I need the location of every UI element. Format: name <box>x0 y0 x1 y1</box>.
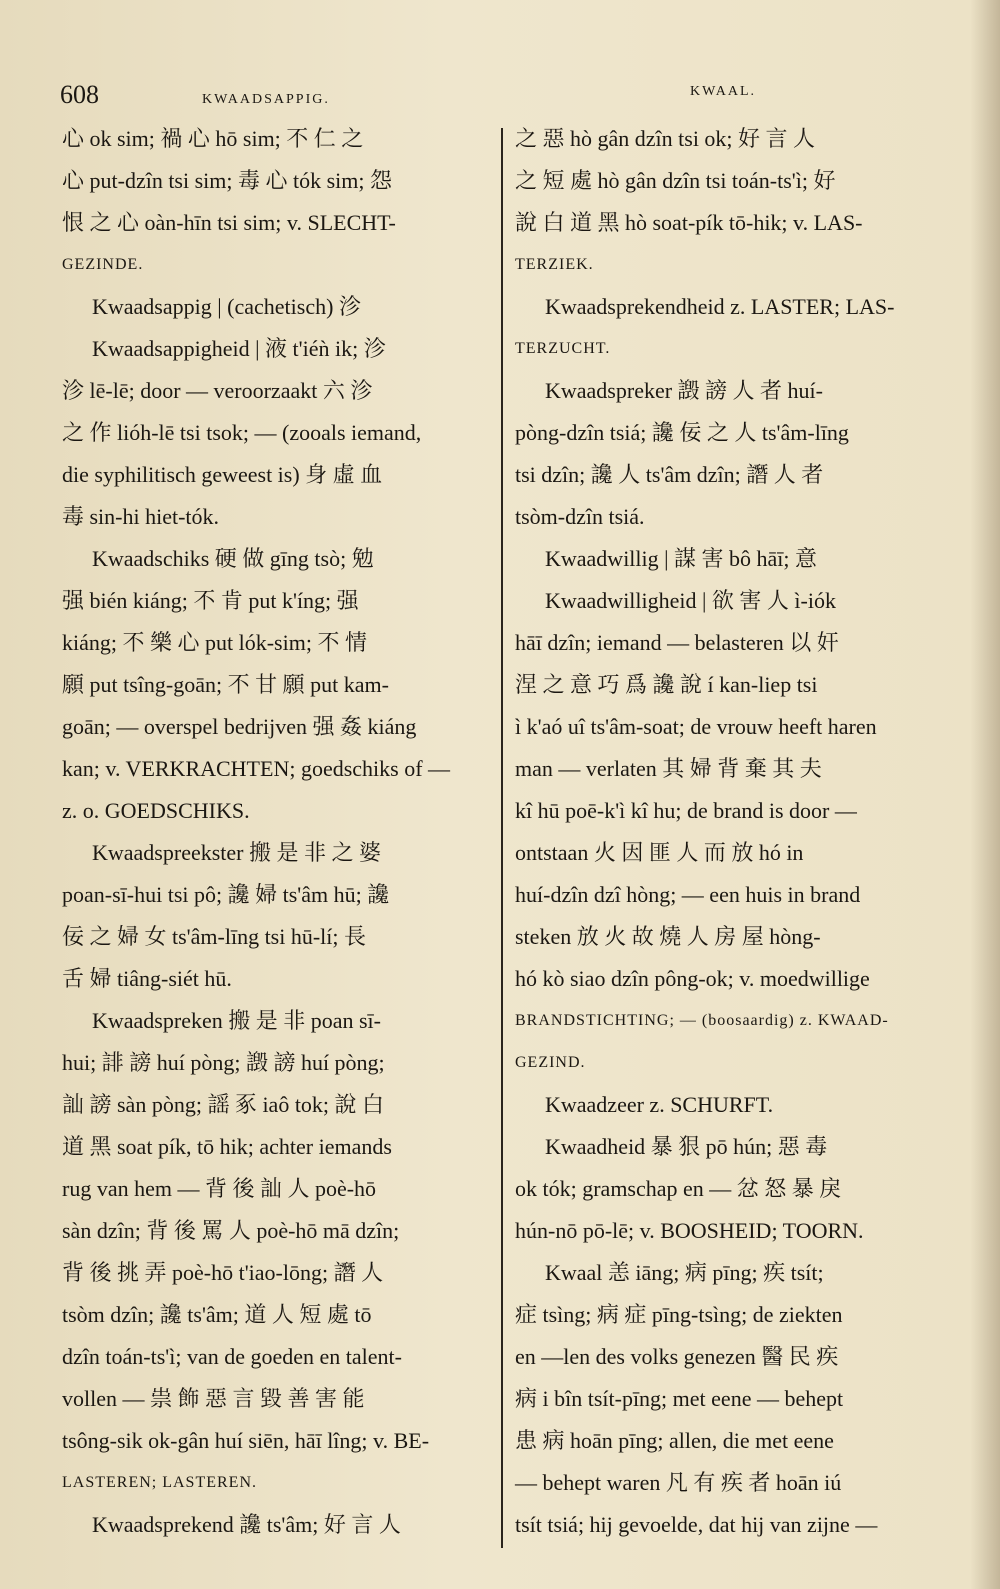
text-line: tsi dzîn; 讒 人 ts'âm dzîn; 譖 人 者 <box>515 462 824 487</box>
text-line: BRANDSTICHTING; — (boosaardig) z. KWAAD- <box>515 1012 889 1029</box>
text-line: man — verlaten 其 婦 背 棄 其 夫 <box>515 756 822 781</box>
page-edge-shadow <box>970 0 1000 1589</box>
text-line: tsòm dzîn; 讒 ts'âm; 道 人 短 處 tō <box>62 1302 372 1327</box>
text-line: GEZINDE. <box>62 256 144 273</box>
text-line: huí-dzîn dzî hòng; — een huis in brand <box>515 882 861 907</box>
text-line: GEZIND. <box>515 1054 586 1071</box>
text-line: goān; — overspel bedrijven 强 姦 kiáng <box>62 714 417 739</box>
text-line: hāī dzîn; iemand — belasteren 以 奸 <box>515 630 839 655</box>
text-line: poan-sī-hui tsi pô; 讒 婦 ts'âm hū; 讒 <box>62 882 390 907</box>
text-line: 之 作 lióh-lē tsi tsok; — (zooals iemand, <box>62 420 422 445</box>
text-line: TERZUCHT. <box>515 340 611 357</box>
text-line: 毒 sin-hi hiet-tók. <box>62 504 220 529</box>
text-line: ok tók; gramschap en — 忿 怒 暴 戾 <box>515 1176 842 1201</box>
text-line: vollen — 祟 飾 惡 言 毀 善 害 能 <box>62 1386 365 1411</box>
headword-line: Kwaadzeer z. SCHURFT. <box>545 1092 774 1117</box>
text-line: kan; v. VERKRACHTEN; goedschiks of — <box>62 756 451 781</box>
text-line: 舌 婦 tiâng-siét hū. <box>62 966 232 991</box>
text-line: tsòm-dzîn tsiá. <box>515 504 645 529</box>
text-line: en —len des volks genezen 醫 民 疾 <box>515 1344 839 1369</box>
text-line: hui; 誹 謗 huí pòng; 譭 謗 huí pòng; <box>62 1050 385 1075</box>
text-line: 之 惡 hò gân dzîn tsi ok; 好 言 人 <box>515 126 816 151</box>
text-line: 沴 lē-lē; door — veroorzaakt 六 沴 <box>62 378 373 403</box>
text-line: 心 ok sim; 禍 心 hō sim; 不 仁 之 <box>62 126 364 151</box>
text-line: kiáng; 不 樂 心 put lók-sim; 不 情 <box>62 630 367 655</box>
text-line: 說 白 道 黑 hò soat-pík tō-hik; v. LAS- <box>515 210 863 235</box>
text-line: 之 短 處 hò gân dzîn tsi toán-ts'ì; 好 <box>515 168 836 193</box>
text-line: 願 put tsîng-goān; 不 甘 願 put kam- <box>62 672 389 697</box>
text-line: ì k'aó uî ts'âm-soat; de vrouw heeft haren <box>515 714 877 739</box>
text-line: 背 後 挑 弄 poè-hō t'iao-lōng; 譖 人 <box>62 1260 384 1285</box>
text-line: 佞 之 婦 女 ts'âm-līng tsi hū-lí; 長 <box>62 924 367 949</box>
text-line: kî hū poē-k'ì kî hu; de brand is door — <box>515 798 857 823</box>
column-divider <box>501 128 503 1548</box>
text-line: 患 病 hoān pīng; allen, die met eene <box>515 1428 834 1453</box>
text-line: sàn dzîn; 背 後 罵 人 poè-hō mā dzîn; <box>62 1218 400 1243</box>
text-line: z. o. GOEDSCHIKS. <box>62 798 250 823</box>
running-head-left: KWAADSAPPIG. <box>202 92 330 107</box>
text-line: rug van hem — 背 後 訕 人 poè-hō <box>62 1176 377 1201</box>
text-line: 訕 謗 sàn pòng; 謡 豖 iaô tok; 說 白 <box>62 1092 385 1117</box>
headword-line: Kwaadsappigheid | 液 t'iéǹ ik; 沴 <box>92 336 386 361</box>
text-line: ontstaan 火 因 匪 人 而 放 hó in <box>515 840 804 865</box>
text-line: die syphilitisch geweest is) 身 虛 血 <box>62 462 383 487</box>
text-line: 心 put-dzîn tsi sim; 毒 心 tók sim; 怨 <box>62 168 393 193</box>
text-line: LASTEREN; LASTEREN. <box>62 1474 257 1491</box>
right-column <box>515 118 945 1546</box>
text-line: pòng-dzîn tsiá; 讒 佞 之 人 ts'âm-līng <box>515 420 849 445</box>
headword-line: Kwaadwilligheid | 欲 害 人 ì-iók <box>545 588 836 613</box>
text-line: dzîn toán-ts'ì; van de goeden en talent- <box>62 1344 402 1369</box>
text-line: tsít tsiá; hij gevoelde, dat hij van zijne — <box>515 1512 878 1537</box>
left-column <box>62 118 486 1546</box>
text-line: 症 tsìng; 病 症 pīng-tsìng; de ziekten <box>515 1302 843 1327</box>
headword-line: Kwaadspreekster 搬 是 非 之 婆 <box>92 840 381 865</box>
text-line: TERZIEK. <box>515 256 594 273</box>
text-line: tsông-sik ok-gân huí siēn, hāī lîng; v. BE- <box>62 1428 430 1453</box>
text-line: steken 放 火 故 燒 人 房 屋 hòng- <box>515 924 821 949</box>
text-line: 涅 之 意 巧 爲 讒 說 í kan-liep tsi <box>515 672 818 697</box>
headword-line: Kwaal 恙 iāng; 病 pīng; 疾 tsít; <box>545 1260 824 1285</box>
headword-line: Kwaadsprekendheid z. LASTER; LAS- <box>545 294 895 319</box>
headword-line: Kwaadheid 暴 狠 pō hún; 惡 毒 <box>545 1134 828 1159</box>
text-line: 恨 之 心 oàn-hīn tsi sim; v. SLECHT- <box>62 210 396 235</box>
text-line: 强 bién kiáng; 不 肯 put k'íng; 强 <box>62 588 359 613</box>
headword-line: Kwaadwillig | 謀 害 bô hāī; 意 <box>545 546 818 571</box>
text-line: — behept waren 凡 有 疾 者 hoān iú <box>515 1470 842 1495</box>
text-line: 道 黑 soat pík, tō hik; achter iemands <box>62 1134 392 1159</box>
headword-line: Kwaadsprekend 讒 ts'âm; 好 言 人 <box>92 1512 401 1537</box>
text-line: hó kò siao dzîn pông-ok; v. moedwillige <box>515 966 870 991</box>
running-head-right: KWAAL. <box>690 84 757 99</box>
headword-line: Kwaadsappig | (cachetisch) 沴 <box>92 294 361 319</box>
headword-line: Kwaadspreken 搬 是 非 poan sī- <box>92 1008 381 1033</box>
page-number: 608 <box>60 80 99 109</box>
headword-line: Kwaadschiks 硬 做 gīng tsò; 勉 <box>92 546 374 571</box>
headword-line: Kwaadspreker 譭 謗 人 者 huí- <box>545 378 823 403</box>
text-line: hún-nō pō-lē; v. BOOSHEID; TOORN. <box>515 1218 864 1243</box>
text-line: 病 i bîn tsít-pīng; met eene — behept <box>515 1386 844 1411</box>
